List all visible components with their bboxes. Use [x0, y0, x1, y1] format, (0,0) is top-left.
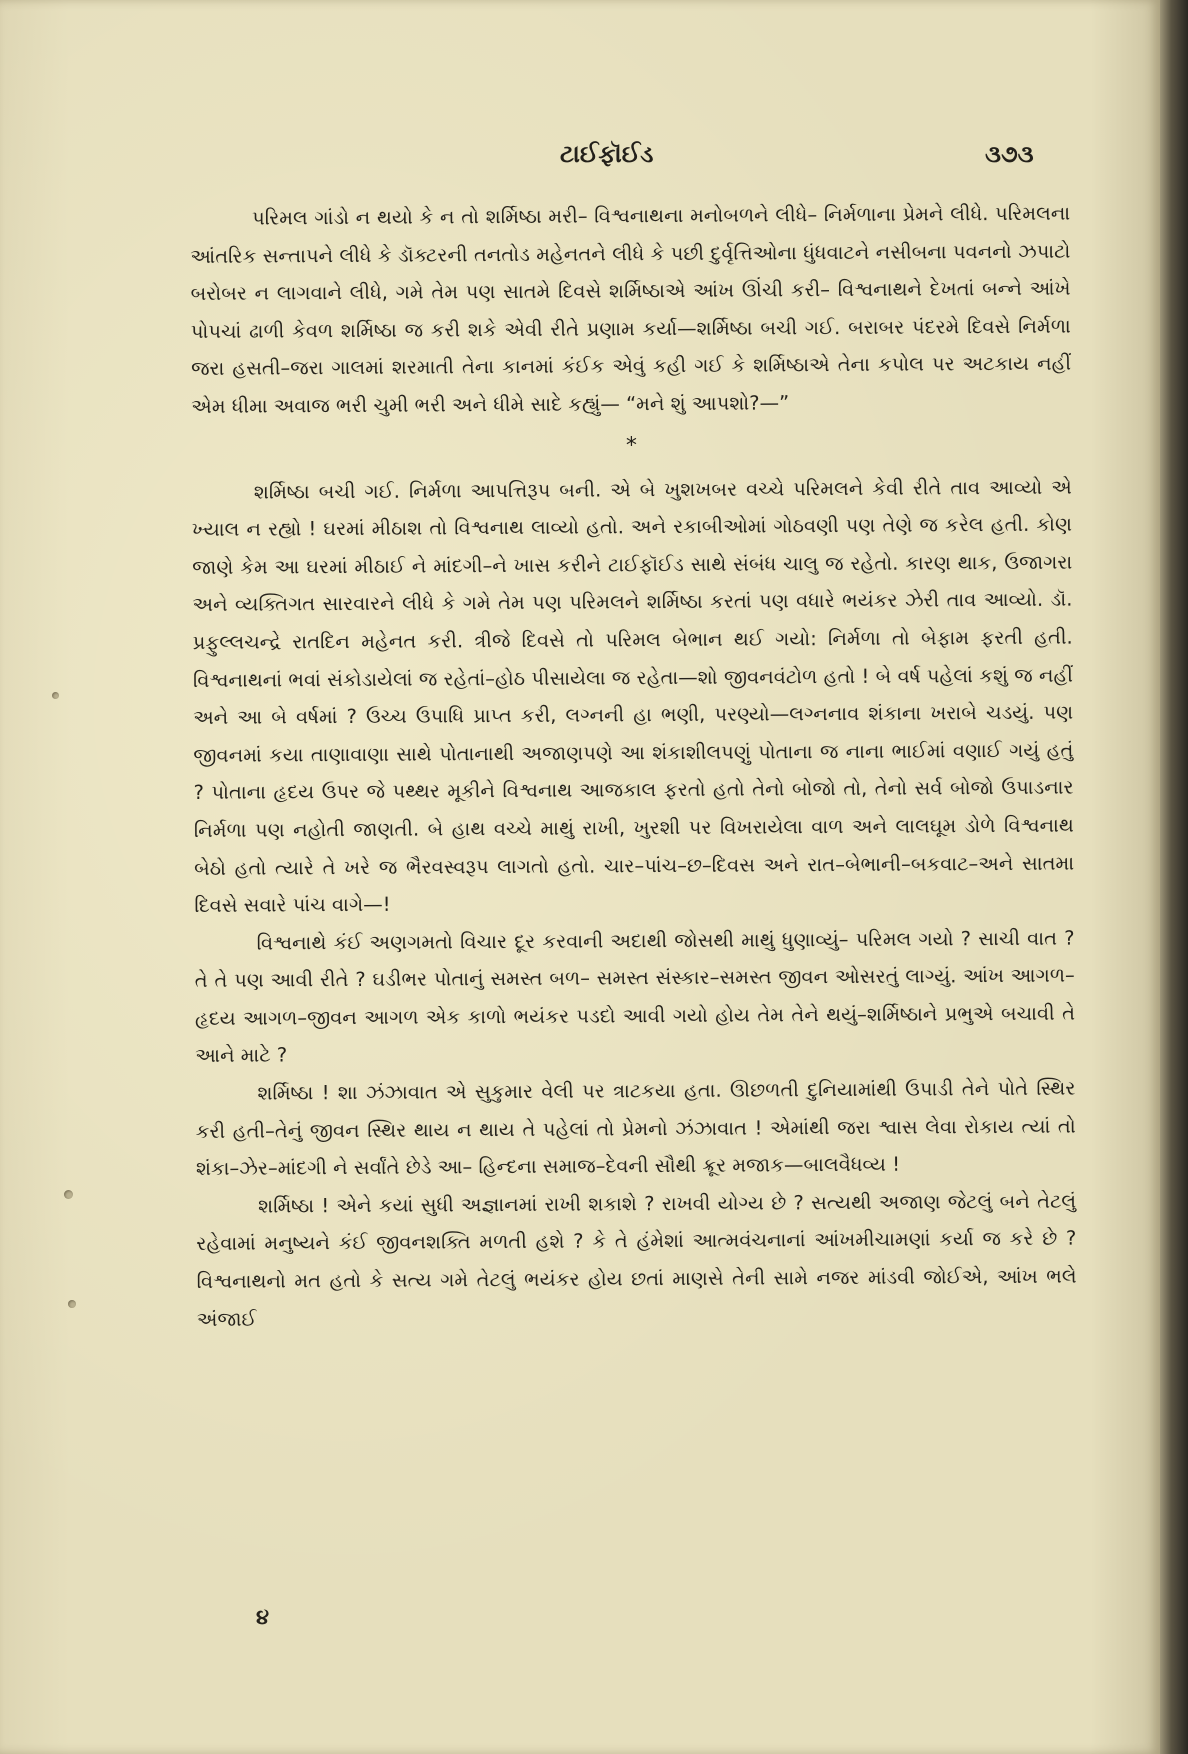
- binding-hole-icon: [68, 1300, 76, 1308]
- binding-hole-icon: [52, 692, 59, 699]
- paragraph-4: શર્મિષ્ઠા ! શા ઝંઝાવાત એ સુકુમાર વેલી પર ત્રાટકયા હતા. ઊછળતી દુનિયામાંથી ઉપાડી તેને પોતે સ્થિર કરી હતી–તેનું જીવન સ્થિર થાય ન થાય તે પહેલાં તો પ્રેમનો ઝંઝાવાત ! એમાંથી જરા શ્વાસ લેવા રોકાય ત્યાં તો શંકા–ઝેર–માંદગી ને સર્વાંતે છેડે આ– હિન્દના સમાજ–દેવની સૌથી ક્રૂર મજાક—બાલવૈધવ્ય !: [195, 1076, 1076, 1181]
- paragraph-1: પરિમલ ગાંડો ન થયો કે ન તો શર્મિષ્ઠા મરી– વિશ્વનાથના મનોબળને લીધે– નિર્મળાના પ્રેમને લીધે. પરિમલના આંતરિક સન્તાપને લીધે કે ડૉક્ટરની તનતોડ મહેનતને લીધે કે પછી દુર્વૃત્તિઓના ધુંધવાટને નસીબના પવનનો ઝપાટો બરોબર ન લાગવાને લીધે, ગમે તેમ પણ સાતમે દિવસે શર્મિષ્ઠાએ આંખ ઊંચી કરી– વિશ્વનાથને દેખતાં બન્ને આંખે પોપચાં ઢાળી કેવળ શર્મિષ્ઠા જ કરી શકે એવી રીતે પ્રણામ કર્યા—શર્મિષ્ઠા બચી ગઈ. બરાબર પંદરમે દિવસે નિર્મળા જરા હસતી–જરા ગાલમાં શરમાતી તેના કાનમાં કંઈક એવું કહી ગઈ કે શર્મિષ્ઠાએ તેના કપોલ પર અટકાય નહીં એમ ધીમા અવાજ ભરી ચુમી ભરી અને ધીમે સાદે કહ્યું— “મને શું આપશો?—”: [190, 201, 1072, 418]
- paragraph-5: શર્મિષ્ઠા ! એને કયાં સુધી અજ્ઞાનમાં રાખી શકાશે ? રાખવી યોગ્ય છે ? સત્યથી અજાણ જેટલું બને તેટલું રહેવામાં મનુષ્યને કંઈ જીવનશક્તિ મળતી હશે ? કે તે હંમેશાં આત્મવંચનાનાં આંખમીચામણાં કર્યા જ કરે છે ? વિશ્વનાથનો મત હતો કે સત્ય ગમે તેટલું ભયંકર હોય છતાં માણસે તેની સામે નજર માંડવી જોઈએ, આંખ ભલે અંજાઈ: [196, 1189, 1077, 1331]
- page-number: ૩૭૩: [985, 140, 1034, 168]
- signature-mark: ૪: [256, 1605, 270, 1629]
- body-text: [190, 195, 1077, 1339]
- running-head: ટાઈફૉઈડ: [560, 140, 654, 168]
- paragraph-2: શર્મિષ્ઠા બચી ગઈ. નિર્મળા આપત્તિરૂપ બની. એ બે ખુશખબર વચ્ચે પરિમલને કેવી રીતે તાવ આવ્યો એ ખ્યાલ ન રહ્યો ! ઘરમાં મીઠાશ તો વિશ્વનાથ લાવ્યો હતો. અને રકાબીઓમાં ગોઠવણી પણ તેણે જ કરેલ હતી. કોણ જાણે કેમ આ ઘરમાં મીઠાઈ ને માંદગી–ને ખાસ કરીને ટાઈફૉઈડ સાથે સંબંધ ચાલુ જ રહેતો. કારણ થાક, ઉજાગરા અને વ્યક્તિગત સારવારને લીધે કે ગમે તેમ પણ પરિમલને શર્મિષ્ઠા કરતાં પણ વધારે ભયંકર ઝેરી તાવ આવ્યો. ડૉ. પ્રફુલ્લચન્દ્રે રાતદિન મહેનત કરી. ત્રીજે દિવસે તો પરિમલ બેભાન થઈ ગયો: નિર્મળા તો બેફામ ફરતી હતી. વિશ્વનાથનાં ભવાં સંકોડાયેલાં જ રહેતાં–હોઠ પીસાયેલા જ રહેતા—શો જીવનવંટોળ હતો ! બે વર્ષ પહેલાં કશું જ નહીં અને આ બે વર્ષમાં ? ઉચ્ચ ઉપાધિ પ્રાપ્ત કરી, લગ્નની હા ભણી, પરણ્યો—લગ્નનાવ શંકાના ખરાબે ચડયું. પણ જીવનમાં કયા તાણાવાણા સાથે પોતાનાથી અજાણપણે આ શંકાશીલપણું પોતાના જ નાના ભાઈમાં વણાઈ ગયું હતું ? પોતાના હૃદય ઉપર જે પથ્થર મૂકીને વિશ્વનાથ આજકાલ ફરતો હતો તેનો બોજો તો, તેનો સર્વ બોજો ઉપાડનાર નિર્મળા પણ નહોતી જાણતી. બે હાથ વચ્ચે માથું રાખી, ખુરશી પર વિખરાયેલા વાળ અને લાલઘૂમ ડોળે વિશ્વનાથ બેઠો હતો ત્યારે તે ખરે જ ભૈરવસ્વરૂપ લાગતો હતો. ચાર–પાંચ–છ–દિવસ અને રાત–બેભાની–બકવાટ–અને સાતમા દિવસે સવારે પાંચ વાગે—!: [191, 475, 1075, 918]
- paragraph-3: વિશ્વનાથે કંઈ અણગમતો વિચાર દૂર કરવાની અદાથી જોસથી માથું ધુણાવ્યું– પરિમલ ગયો ? સાચી વાત ? તે તે પણ આવી રીતે ? ઘડીભર પોતાનું સમસ્ત બળ– સમસ્ત સંસ્કાર–સમસ્ત જીવન ઓસરતું લાગ્યું. આંખ આગળ–હૃદય આગળ–જીવન આગળ એક કાળો ભયંકર પડદો આવી ગયો હોય તેમ તેને થયું–શર્મિષ્ઠાને પ્રભુએ બચાવી તે આને માટે ?: [194, 926, 1076, 1068]
- binding-hole-icon: [64, 1190, 73, 1199]
- section-separator: *: [625, 432, 638, 458]
- page-edge: [1160, 0, 1188, 1754]
- page-header: [0, 140, 1160, 180]
